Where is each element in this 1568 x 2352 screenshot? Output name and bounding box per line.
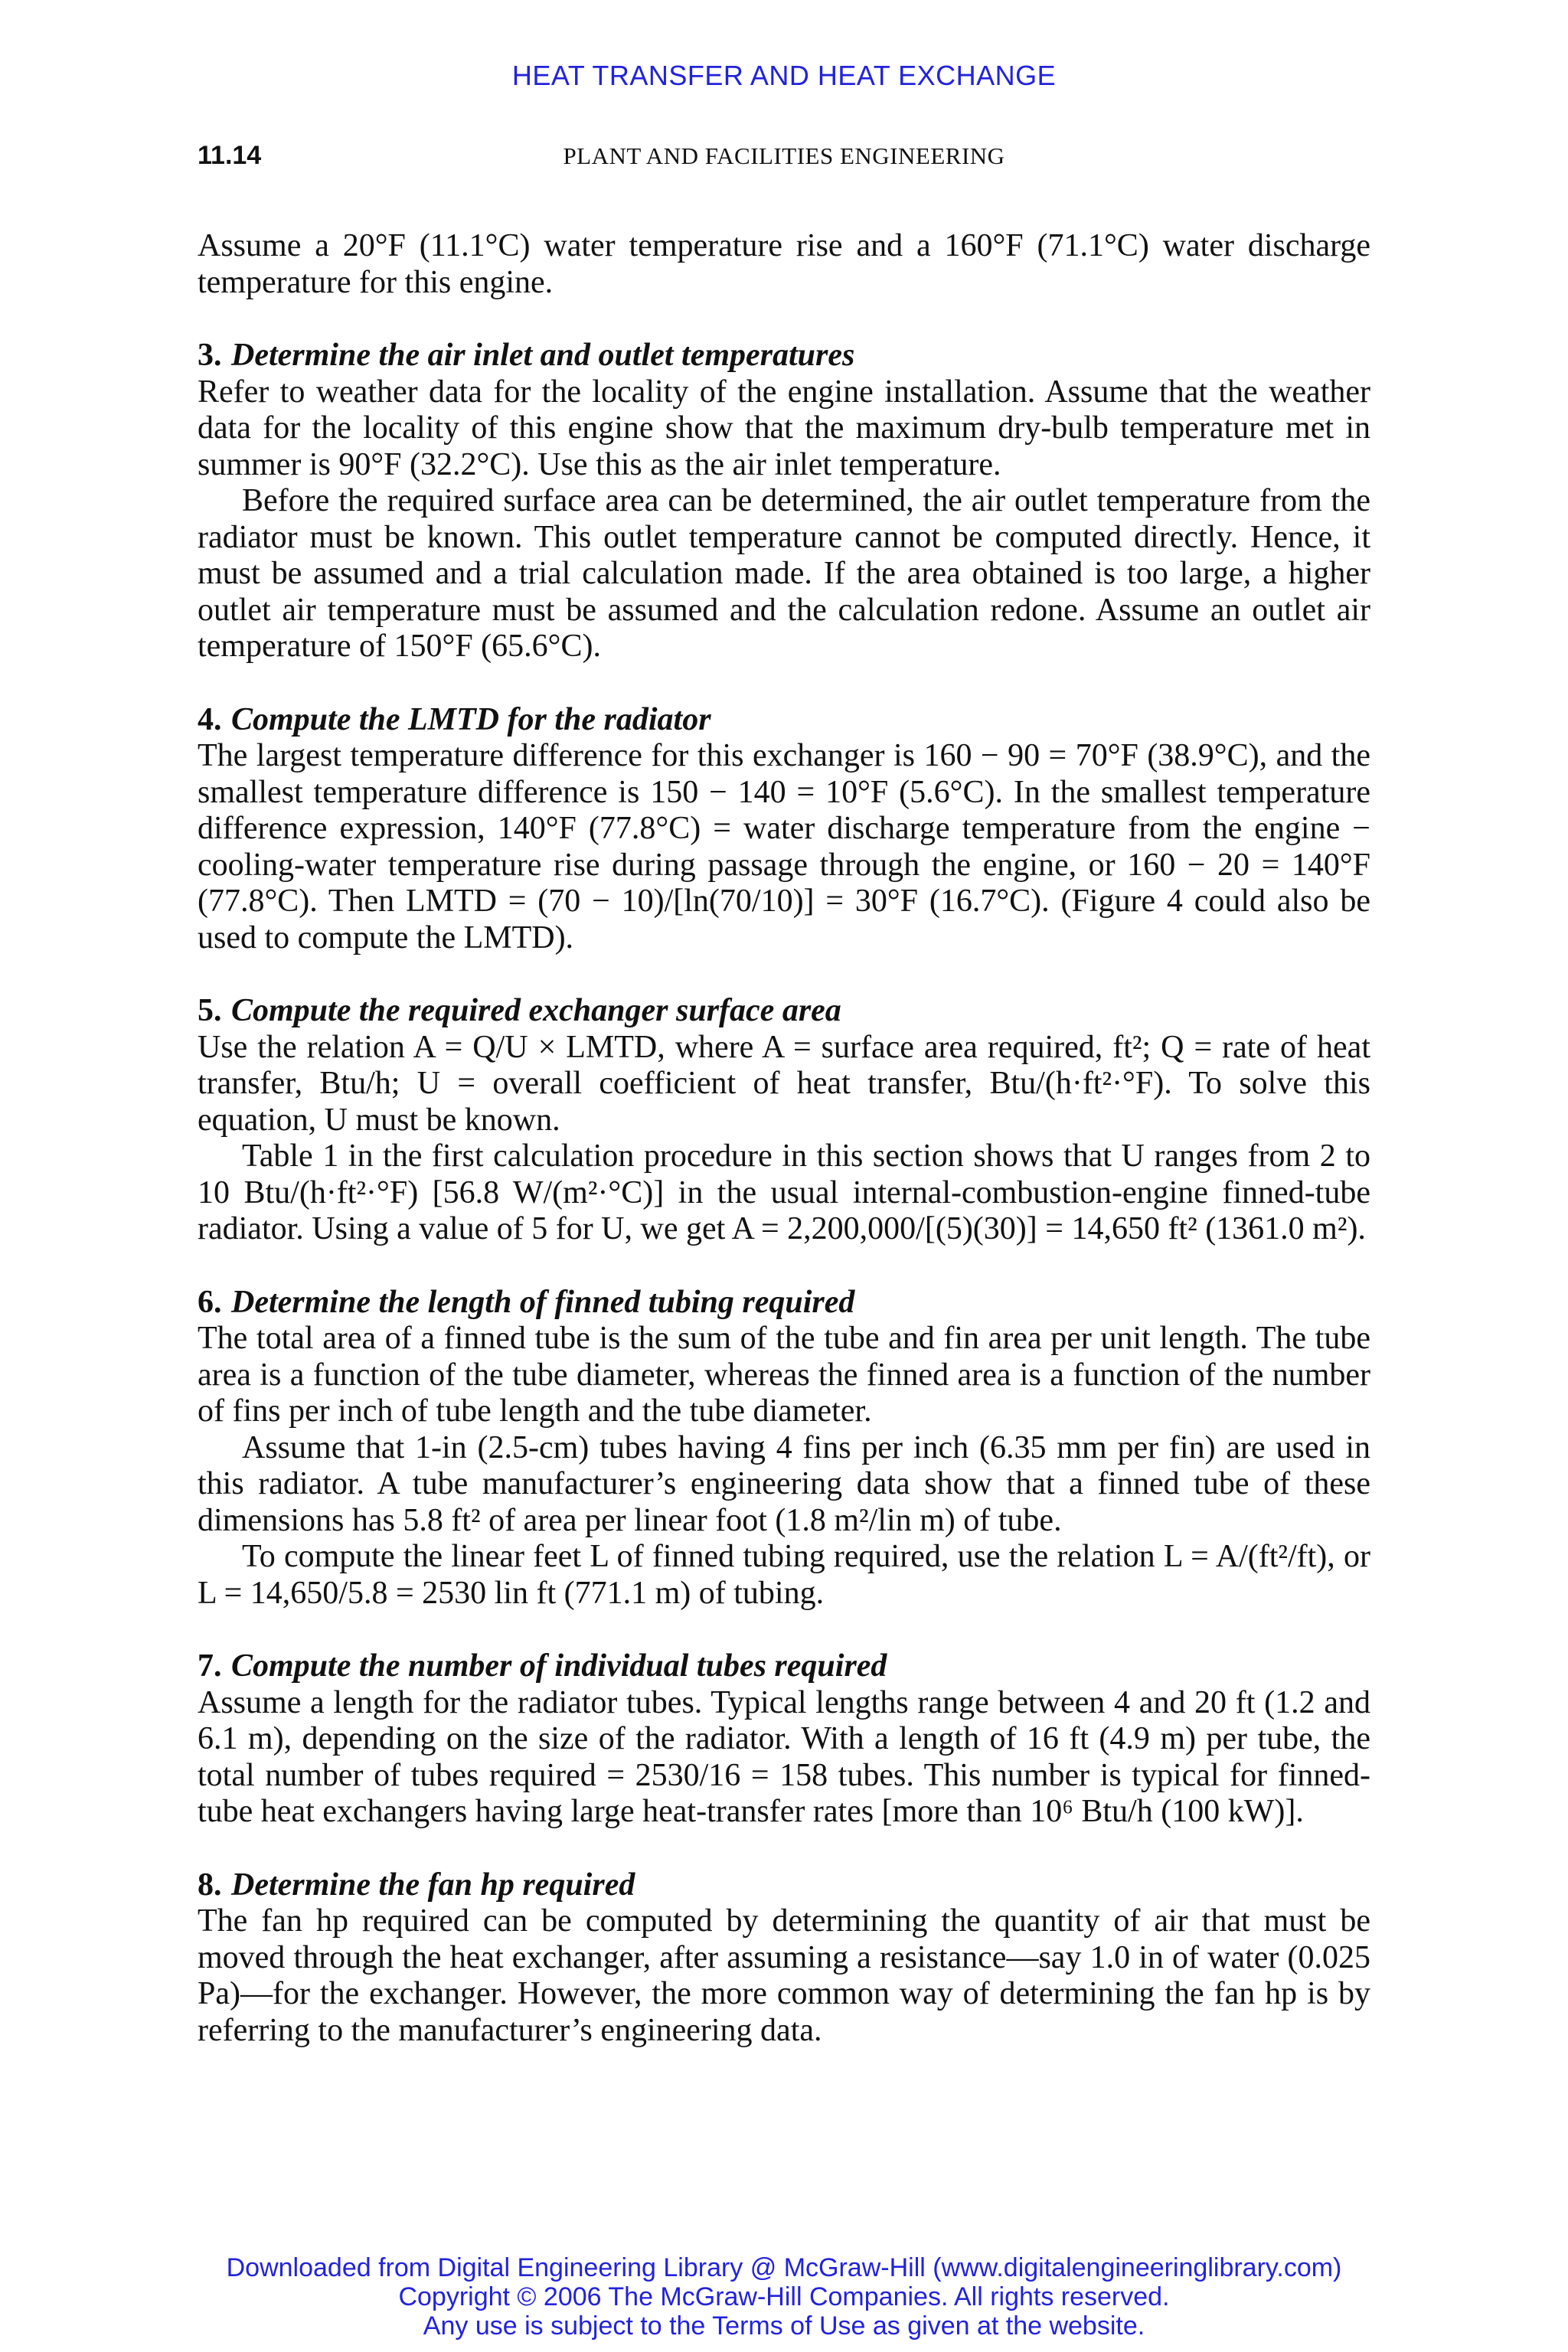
step-paragraph: The largest temperature difference for this exchanger is 160 − 90 = 70°F (38.9°C), and the smallest temperature difference is 150 − 140 = 10°F (5.6°C). In the smallest temperature difference expression, 140°F (77.8°C) = water discharge temperature from the engine − cooling-water temperature rise during passage through the engine, or 160 − 20 = 140°F (77.8°C). Then LMTD = (70 − 10)/[ln(70/10)] = 30°F (16.7°C). (Figure 4 could also be used to compute the LMTD).: [198, 738, 1370, 956]
step-number: 7.: [198, 1648, 222, 1684]
intro-paragraph: Assume a 20°F (11.1°C) water temperature rise and a 160°F (71.1°C) water discharge temperature for this engine.: [198, 228, 1370, 300]
footer-download-link[interactable]: Downloaded from Digital Engineering Library @ McGraw-Hill (www.digitalengineeringlibrary.com): [226, 2253, 1342, 2282]
step-paragraph: To compute the linear feet L of finned tubing required, use the relation L = A/(ft²/ft), or L = 14,650/5.8 = 2530 lin ft (771.1 m) of tubing.: [198, 1539, 1370, 1611]
footer-terms-of-use[interactable]: Any use is subject to the Terms of Use as given at the website.: [423, 2311, 1145, 2341]
step-3: [198, 338, 1370, 665]
step-6: [198, 1285, 1370, 1612]
step-paragraph: Assume a length for the radiator tubes. Typical lengths range between 4 and 20 ft (1.2 and 6.1 m), depending on the size of the radiator. With a length of 16 ft (4.9 m) per tube, the total number of tubes required = 2530/16 = 158 tubes. This number is typical for finned-tube heat exchangers having large heat-transfer rates [more than 10⁶ Btu/h (100 kW)].: [198, 1684, 1370, 1829]
step-paragraph: The fan hp required can be computed by determining the quantity of air that must be moved through the heat exchanger, after assuming a resistance—say 1.0 in of water (0.025 Pa)—for the exchanger. However, the more common way of determining the fan hp is by referring to the manufacturer’s engineering data.: [198, 1903, 1370, 2048]
step-title: Determine the fan hp required: [231, 1867, 635, 1903]
step-7: [198, 1648, 1370, 1831]
step-heading: [198, 702, 1370, 739]
step-title: Compute the number of individual tubes required: [231, 1648, 887, 1684]
step-heading: [198, 1285, 1370, 1321]
step-heading: [198, 1867, 1370, 1904]
step-5: [198, 993, 1370, 1248]
step-paragraph: Refer to weather data for the locality of the engine installation. Assume that the weather data for the locality of this engine show that the maximum dry-bulb temperature met in summer is 90°F (32.2°C). Use this as the air inlet temperature.: [198, 374, 1370, 482]
step-title: Determine the length of finned tubing required: [231, 1284, 855, 1320]
step-number: 8.: [198, 1867, 222, 1903]
footer-copyright: Copyright © 2006 The McGraw-Hill Companies. All rights reserved.: [398, 2282, 1170, 2311]
step-heading: [198, 1648, 1370, 1685]
page-body: [198, 228, 1370, 2049]
step-heading: [198, 338, 1370, 374]
step-paragraph: Before the required surface area can be determined, the air outlet temperature from the radiator must be known. This outlet temperature cannot be computed directly. Hence, it must be assumed and a trial calculation made. If the area obtained is too large, a higher outlet air temperature must be assumed and the calculation redone. Assume an outlet air temperature of 150°F (65.6°C).: [198, 483, 1370, 664]
step-heading: [198, 993, 1370, 1030]
step-number: 4.: [198, 701, 222, 737]
page-number: 11.14: [198, 141, 262, 170]
book-title: PLANT AND FACILITIES ENGINEERING: [563, 142, 1005, 169]
step-paragraph: Use the relation A = Q/U × LMTD, where A = surface area required, ft²; Q = rate of heat transfer, Btu/h; U = overall coefficient of heat transfer, Btu/(h·ft²·°F). To solve this equation, U must be known.: [198, 1029, 1370, 1138]
footer: [0, 2253, 1568, 2341]
step-8: [198, 1867, 1370, 2050]
step-title: Determine the air inlet and outlet temperatures: [231, 338, 855, 373]
step-number: 6.: [198, 1284, 222, 1320]
step-title: Compute the required exchanger surface area: [231, 993, 841, 1028]
running-head: HEAT TRANSFER AND HEAT EXCHANGE: [511, 60, 1057, 91]
step-number: 5.: [198, 993, 222, 1028]
step-title: Compute the LMTD for the radiator: [231, 701, 711, 737]
step-number: 3.: [198, 338, 222, 373]
step-paragraph: Table 1 in the first calculation procedure in this section shows that U ranges from 2 to 10 Btu/(h·ft²·°F) [56.8 W/(m²·°C)] in the usual internal-combustion-engine finned-tube radiator. Using a value of 5 for U, we get A = 2,200,000/[(5)(30)] = 14,650 ft² (1361.0 m²).: [198, 1138, 1370, 1246]
step-4: [198, 702, 1370, 957]
step-paragraph: Assume that 1-in (2.5-cm) tubes having 4 fins per inch (6.35 mm per fin) are used in this radiator. A tube manufacturer’s engineering data show that a finned tube of these dimensions has 5.8 ft² of area per linear foot (1.8 m²/lin m) of tube.: [198, 1429, 1370, 1538]
step-paragraph: The total area of a finned tube is the sum of the tube and fin area per unit length. The tube area is a function of the tube diameter, whereas the finned area is a function of the number of fins per inch of tube length and the tube diameter.: [198, 1321, 1370, 1429]
